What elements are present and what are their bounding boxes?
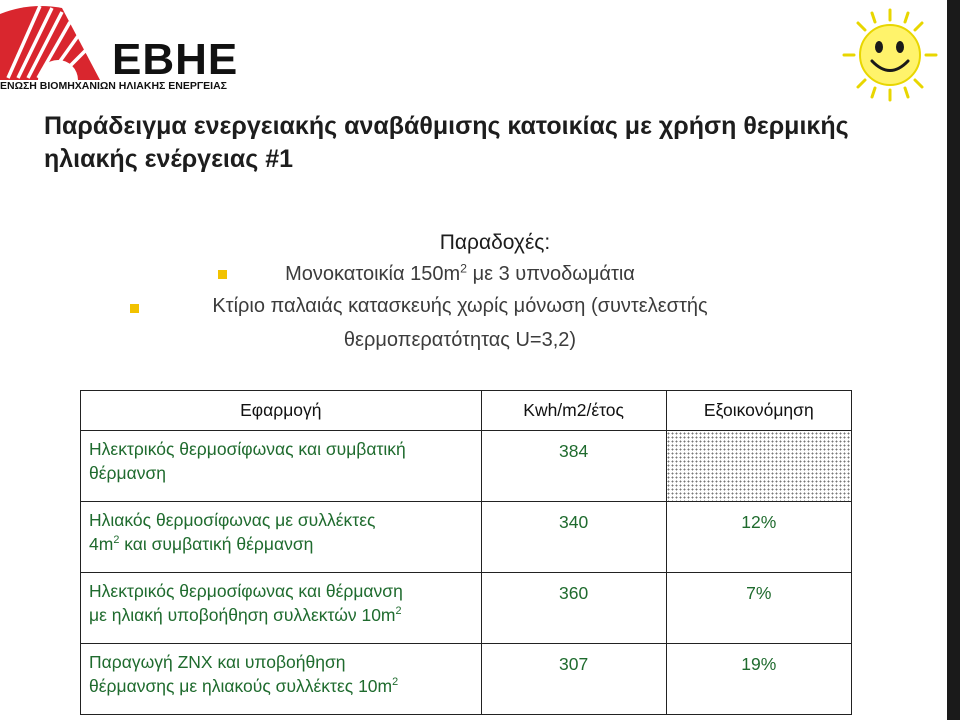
- header-saving: Εξοικονόμηση: [666, 391, 851, 431]
- cell-application: [81, 502, 482, 573]
- cell-application-superscript: 2: [395, 605, 402, 618]
- bullet2-line-1: Κτίριο παλαιάς κατασκευής χωρίς μόνωση (συντελεστής: [212, 295, 708, 317]
- cell-saving: 19%: [666, 644, 851, 715]
- cell-kwh: 360: [481, 573, 666, 644]
- cell-saving-empty: [666, 431, 851, 502]
- assumption-bullet-house: [110, 258, 810, 290]
- assumptions-heading: Παραδοχές:: [439, 231, 551, 254]
- cell-application-line-1: Ηλεκτρικός θερμοσίφωνας και θέρμανση: [89, 581, 403, 601]
- energy-comparison-table: [80, 390, 852, 715]
- cell-kwh: 340: [481, 502, 666, 573]
- logo-sun-rays-icon: [0, 0, 120, 80]
- bullet-square-icon: [218, 270, 227, 279]
- bullet-square-icon: [130, 304, 139, 313]
- cell-application: [81, 644, 482, 715]
- bullet2-line-2: θερμοπερατότητας U=3,2): [343, 329, 577, 351]
- header-application: Εφαρμογή: [81, 391, 482, 431]
- bullet1-text-post: με 3 υπνοδωμάτια: [467, 263, 635, 285]
- cell-saving: 12%: [666, 502, 851, 573]
- table-row: [81, 573, 852, 644]
- cell-application-superscript: 2: [392, 676, 399, 689]
- cell-application-line-2-pre: με ηλιακή υποβοήθηση συλλεκτών 10m: [89, 605, 396, 625]
- cell-application: [81, 573, 482, 644]
- title-line-1: Παράδειγμα ενεργειακής αναβάθμισης κατοικίας με χρήση θερμικής: [44, 112, 849, 140]
- page-title: [44, 110, 924, 176]
- logo-subtitle: ΕΝΩΣΗ ΒΙΟΜΗΧΑΝΙΩΝ ΗΛΙΑΚΗΣ ΕΝΕΡΓΕΙΑΣ: [0, 80, 227, 92]
- cell-kwh: 307: [481, 644, 666, 715]
- cell-application-line-1: Παραγωγή ΖΝΧ και υποβοήθηση: [89, 652, 346, 672]
- table-header-row: [81, 391, 852, 431]
- bullet1-superscript: 2: [460, 261, 468, 276]
- table-row: [81, 502, 852, 573]
- title-line-2: ηλιακής ενέργειας #1: [44, 145, 293, 173]
- cell-application-line-2-pre: θέρμανσης με ηλιακούς συλλέκτες 10m: [89, 676, 393, 696]
- cell-application-line-2: θέρμανση: [89, 463, 166, 483]
- assumption-bullet-building: [110, 290, 810, 356]
- logo-wordmark: EBHE: [112, 35, 239, 84]
- cell-application-line-2-pre: 4m: [89, 534, 114, 554]
- smiling-sun-icon: [838, 6, 942, 104]
- cell-application-line-1: Ηλεκτρικός θερμοσίφωνας και συμβατική: [89, 439, 406, 459]
- table-row: [81, 644, 852, 715]
- table-row: [81, 431, 852, 502]
- cell-application-line-2-post: και συμβατική θέρμανση: [119, 534, 314, 554]
- cell-application-superscript: 2: [113, 534, 120, 547]
- assumptions-section: [110, 228, 810, 356]
- right-edge-bar: [947, 0, 960, 720]
- cell-application-line-1: Ηλιακός θερμοσίφωνας με συλλέκτες: [89, 510, 376, 530]
- cell-kwh: 384: [481, 431, 666, 502]
- header-kwh: Kwh/m2/έτος: [481, 391, 666, 431]
- bullet1-text-pre: Μονοκατοικία 150m: [285, 263, 461, 285]
- cell-saving: 7%: [666, 573, 851, 644]
- ebhe-logo: [0, 0, 250, 92]
- cell-application: [81, 431, 482, 502]
